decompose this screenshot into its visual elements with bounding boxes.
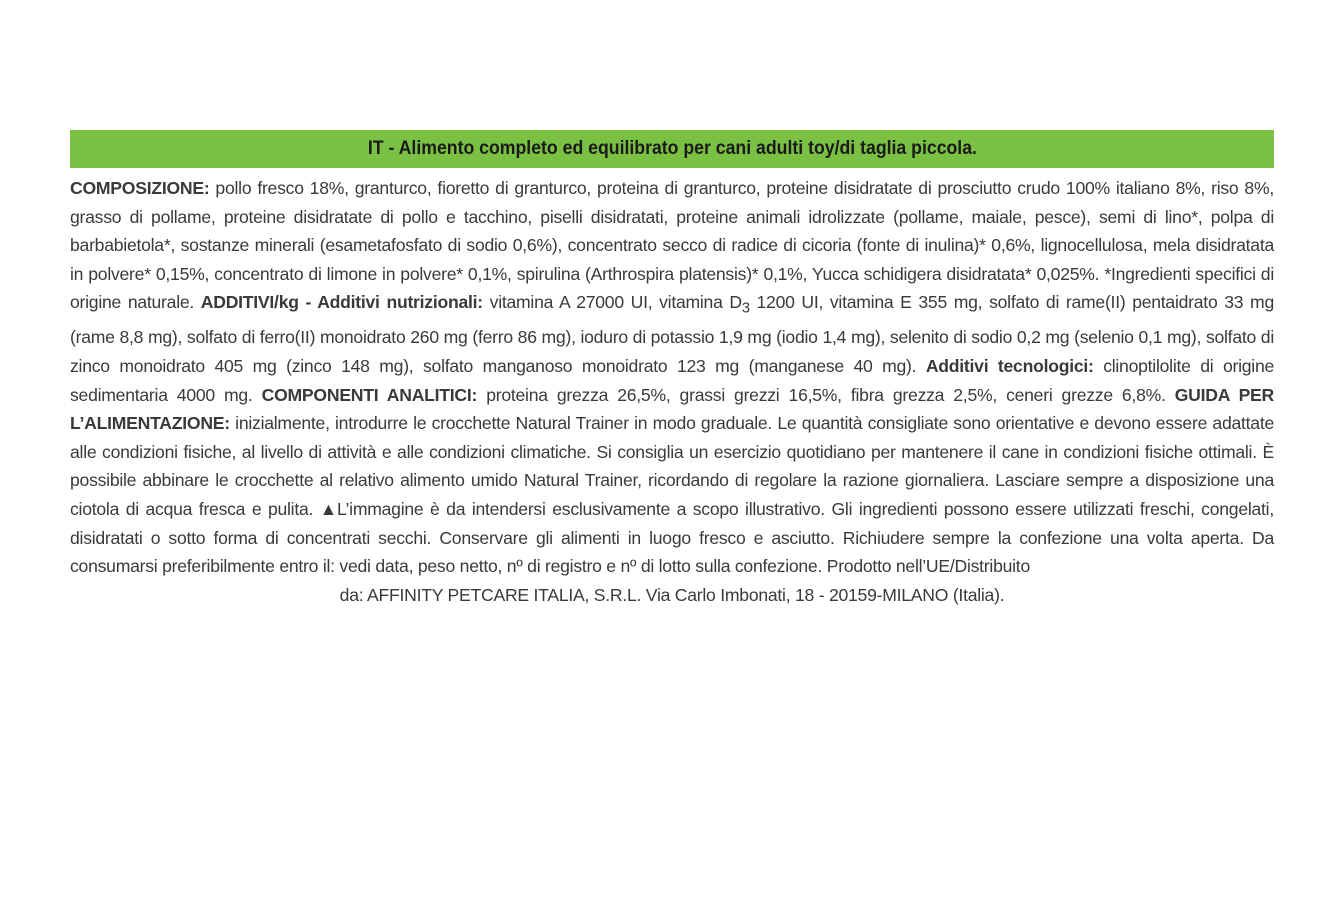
technological-label: Additivi tecnologici: bbox=[925, 356, 1094, 377]
header-title: IT - Alimento completo ed equilibrato per cani adulti toy/di taglia piccola. bbox=[367, 138, 977, 159]
composition-text: pollo fresco 18%, granturco, fioretto di granturco, proteina di granturco, proteine disidratate di prosciutto crudo 100% italiano 8%, riso 8%, grasso di pollame, proteine disidratate di pollo e tacchino, piselli disidratati, proteine animali idrolizzate (pollame, maiale, pesce), semi di lino*, polpa di barbabietola*, sostanze minerali (esametafosfato di sodio 0,6%), concentrato secco di radice di cicoria (fonte di inulina)* 0,6%, lignocellulosa, mela disidratata in polvere* 0,15%, concentrato di limone in polvere* 0,1%, spirulina (Arthrospira platensis)* 0,1%, Yucca schidigera disidratata* 0,025%. *Ingredienti specifici di origine naturale. bbox=[70, 178, 1274, 313]
additives-text-a: vitamina A 27000 UI, vitamina D bbox=[482, 292, 742, 313]
composition-label: COMPOSIZIONE: bbox=[70, 178, 210, 198]
header-bar bbox=[70, 130, 1274, 168]
label-panel bbox=[70, 130, 1274, 609]
additives-label: ADDITIVI/kg - Additivi nutrizionali: bbox=[200, 292, 483, 313]
analytical-text: proteina grezza 26,5%, grassi grezzi 16,5%, fibra grezza 2,5%, ceneri grezze 6,8%. bbox=[477, 384, 1175, 405]
vitamin-d-subscript: 3 bbox=[741, 300, 750, 317]
ingredients-paragraph bbox=[70, 168, 1274, 581]
analytical-label: COMPONENTI ANALITICI: bbox=[261, 384, 478, 405]
feeding-text: inizialmente, introdurre le crocchette Natural Trainer in modo graduale. Le quantità consigliate sono orientative e devono essere adattate alle condizioni fisiche, al livello di attività e alle condizioni climatiche. Si consiglia un esercizio quotidiano per mantenere il cane in condizioni fisiche ottimali. È possibile abbinare le crocchette al relativo alimento umido Natural Trainer, ricordando di regolare la razione giornaliera. Lasciare sempre a disposizione una ciotola di acqua fresca e pulita. bbox=[70, 413, 1274, 520]
additives-text-b: 1200 UI, vitamina E 355 mg, solfato di rame(II) pentaidrato 33 mg (rame 8,8 mg), solfato di ferro(II) monoidrato 260 mg (ferro 86 mg), ioduro di potassio 1,9 mg (iodio 1,4 mg), selenito di sodio 0,2 mg (selenio 0,1 mg), solfato di zinco monoidrato 405 mg (zinco 148 mg), solfato manganoso monoidrato 123 mg (manganese 40 mg). bbox=[70, 292, 1274, 377]
feeding-label: GUIDA PER L’ALIMENTAZIONE: bbox=[70, 384, 1274, 434]
technological-text: clinoptilolite di origine sedimentaria 4000 mg. bbox=[70, 356, 1275, 405]
distributor-line: da: AFFINITY PETCARE ITALIA, S.R.L. Via Carlo Imbonati, 18 - 20159-MILANO (Italia). bbox=[339, 584, 1005, 605]
illustrative-text: L’immagine è da intendersi esclusivamente a scopo illustrativo. Gli ingredienti possono essere utilizzati freschi, congelati, disidratati o sotto forma di concentrati secchi. Conservare gli alimenti in luogo fresco e asciutto. Richiudere sempre la confezione una volta aperta. Da consumarsi preferibilmente entro il: vedi data, peso netto, nº di registro e nº di lotto sulla confezione. Prodotto nell’UE/Distribuito bbox=[70, 499, 1274, 577]
triangle-icon: ▲ bbox=[319, 499, 337, 520]
